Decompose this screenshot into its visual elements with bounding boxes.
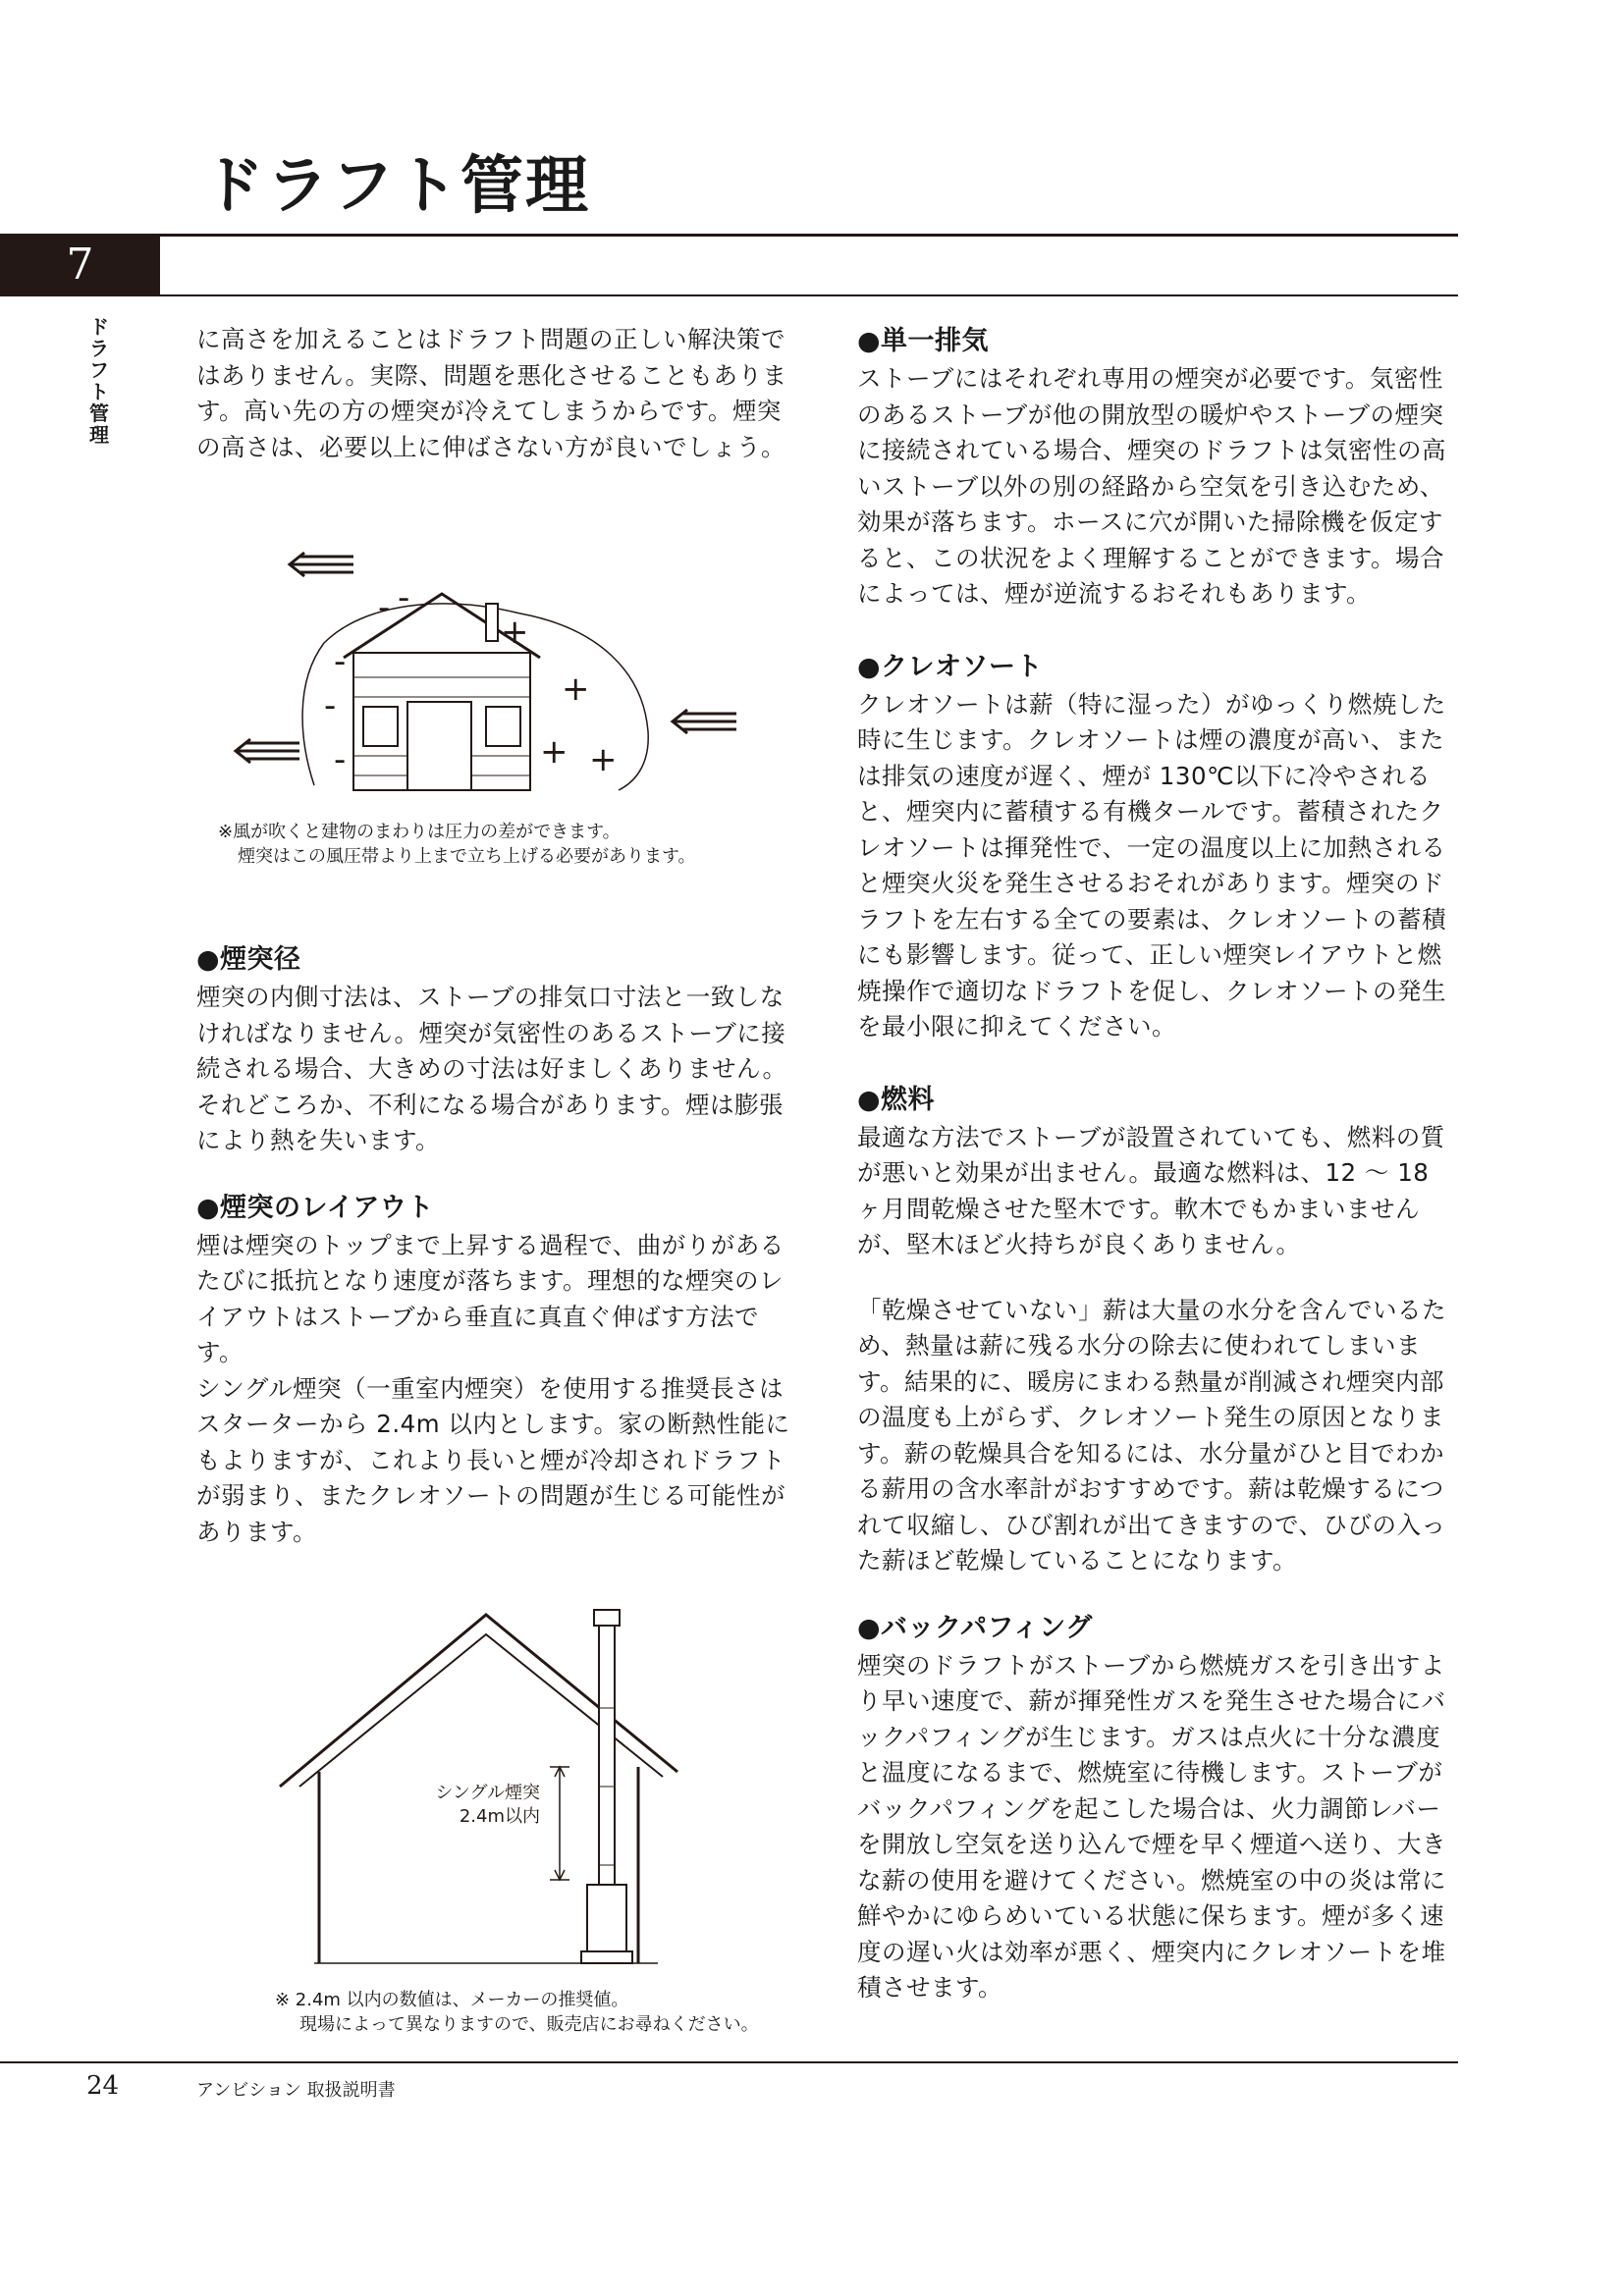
section-text-single-exhaust: ストーブにはそれぞれ専用の煙突が必要です。気密性のあるストーブが他の開放型の暖炉やストーブの煙突に接続されている場合、煙突のドラフトは気密性の高いストーブ以外の別の経路から空気を引き込むため、効果が落ちます。ホースに穴が開いた掃除機を仮定すると、この状況をよく理解することができます。場合によっては、煙が逆流するおそれもあります。 — [857, 364, 1446, 608]
wind-arrow-right — [673, 710, 736, 733]
chimney-pipe — [581, 1610, 632, 1963]
section-heading-creosote: ●クレオソート — [857, 651, 1044, 682]
plus-sign: + — [540, 732, 568, 772]
plus-sign: + — [562, 669, 590, 709]
flue-label: シングル煙突 — [435, 1783, 540, 1803]
left-column — [196, 322, 795, 465]
minus-sign: - — [324, 686, 337, 725]
section-text-flue-diameter: 煙突の内側寸法は、ストーブの排気口寸法と一致しなければなりません。煙突が気密性のあるストーブに接続される場合、大きめの寸法は好ましくありません。それどころか、不利になる場合があります。煙は膨張により熱を失います。 — [196, 983, 787, 1154]
wind-arrow-top — [290, 553, 353, 576]
section-text-flue-layout-1: 煙は煙突のトップまで上昇する過程で、曲がりがあるたびに抵抗となり速度が落ちます。理想的な煙突のレイアウトはストーブから垂直に真直ぐ伸ばす方法です。 — [196, 1230, 785, 1366]
minus-sign: - — [334, 740, 347, 779]
manual-name: アンビション 取扱説明書 — [196, 2080, 396, 2101]
left-column-sections — [196, 940, 795, 1550]
chapter-number-badge: 7 — [0, 234, 160, 296]
figure2-caption-2: 現場によって異なりますので、販売店にお尋ねください。 — [299, 2014, 759, 2035]
section-heading-single-exhaust: ●単一排気 — [857, 326, 990, 356]
intro-paragraph: に高さを加えることはドラフト問題の正しい解決策ではありません。実際、問題を悪化させることもあります。高い先の方の煙突が冷えてしまうからです。煙突の高さは、必要以上に伸ばさない方が良いでしょう。 — [196, 325, 787, 461]
right-column — [857, 322, 1456, 2006]
section-heading-fuel: ●燃料 — [857, 1084, 936, 1115]
figure1-caption-2: 煙突はこの風圧帯より上まで立ち上げる必要があります。 — [238, 846, 696, 867]
section-heading-flue-layout: ●煙突のレイアウト — [196, 1192, 434, 1223]
plus-sign: + — [501, 613, 529, 652]
section-heading-backpuffing: ●バックパフィング — [857, 1612, 1093, 1643]
section-text-creosote: クレオソートは薪（特に湿った）がゆっくり燃焼した時に生じます。クレオソートは煙の濃度が高い、または排気の速度が遅く、煙が 130℃以下に冷やされると、煙突内に蓄積する有機タールです。蓄積されたクレオソートは揮発性で、一定の温度以上に加熱されると煙突火災を発生させるおそれがあります。煙突のドラフトを左右する全ての要素は、クレオソートの蓄積にも影響します。従って、正しい煙突レイアウトと燃焼操作で適切なドラフトを促し、クレオソートの発生を最小限に抑えてください。 — [857, 689, 1446, 1041]
chapter-rule-top — [160, 234, 1458, 237]
minus-sign: - — [378, 588, 391, 627]
minus-sign: - — [334, 642, 347, 681]
section-text-fuel-1: 最適な方法でストーブが設置されていても、燃料の質が悪いと効果が出ません。最適な燃料は、12 ～ 18 ヶ月間乾燥させた堅木です。軟木でもかまいませんが、堅木ほど火持ちが良くありません。 — [857, 1122, 1445, 1258]
flue-length-label: 2.4m以内 — [459, 1806, 540, 1827]
side-tab-label: ドラフト管理 — [89, 315, 109, 447]
height-dimension — [550, 1767, 569, 1880]
figure1-caption-1: ※風が吹くと建物のまわりは圧力の差ができます。 — [218, 822, 621, 842]
chimney-section-figure — [275, 1590, 687, 1983]
wind-arrow-left — [236, 739, 299, 763]
section-text-backpuffing: 煙突のドラフトがストーブから燃焼ガスを引き出すより早い速度で、薪が揮発性ガスを発生させた場合にバックパフィングが生じます。ガスは点火に十分な濃度と温度になるまで、燃焼室に待機します。ストーブがバックパフィングを起こした場合は、火力調節レバーを開放し空気を送り込んで煙を早く煙道へ送り、大きな薪の使用を避けてください。燃焼室の中の炎は常に鮮やかにゆらめいている状態に保ちます。煙が多く速度の遅い火は効率が悪く、煙突内にクレオソートを堆積させます。 — [857, 1650, 1446, 2002]
section-heading-flue-diameter: ●煙突径 — [196, 944, 301, 975]
plus-sign: + — [589, 740, 618, 779]
page-title: ドラフト管理 — [201, 149, 590, 223]
chapter-rule-bottom — [160, 294, 1458, 296]
page-number: 24 — [86, 2071, 120, 2101]
section-text-fuel-2: 「乾燥させていない」薪は大量の水分を含んでいるため、熱量は薪に残る水分の除去に使われてしまいます。結果的に、暖房にまわる熱量が削減され煙突内部の温度も上がらず、クレオソート発生の原因となります。薪の乾燥具合を知るには、水分量がひと目でわかる薪用の含水率計がおすすめです。薪は乾燥するにつれて収縮し、ひび割れが出てきますので、ひびの入った薪ほど乾燥していることになります。 — [857, 1295, 1446, 1575]
minus-sign: - — [398, 578, 410, 617]
figure2-caption-1: ※ 2.4m 以内の数値は、メーカーの推奨値。 — [275, 1990, 629, 2010]
footer-rule — [0, 2061, 1458, 2063]
wind-pressure-figure — [206, 535, 756, 829]
section-text-flue-layout-2: シングル煙突（一重室内煙突）を使用する推奨長さはスターターから 2.4m 以内とします。家の断熱性能にもよりますが、これより長いと煙が冷却されドラフトが弱まり、またクレオソートの問題が生じる可能性があります。 — [196, 1373, 790, 1546]
